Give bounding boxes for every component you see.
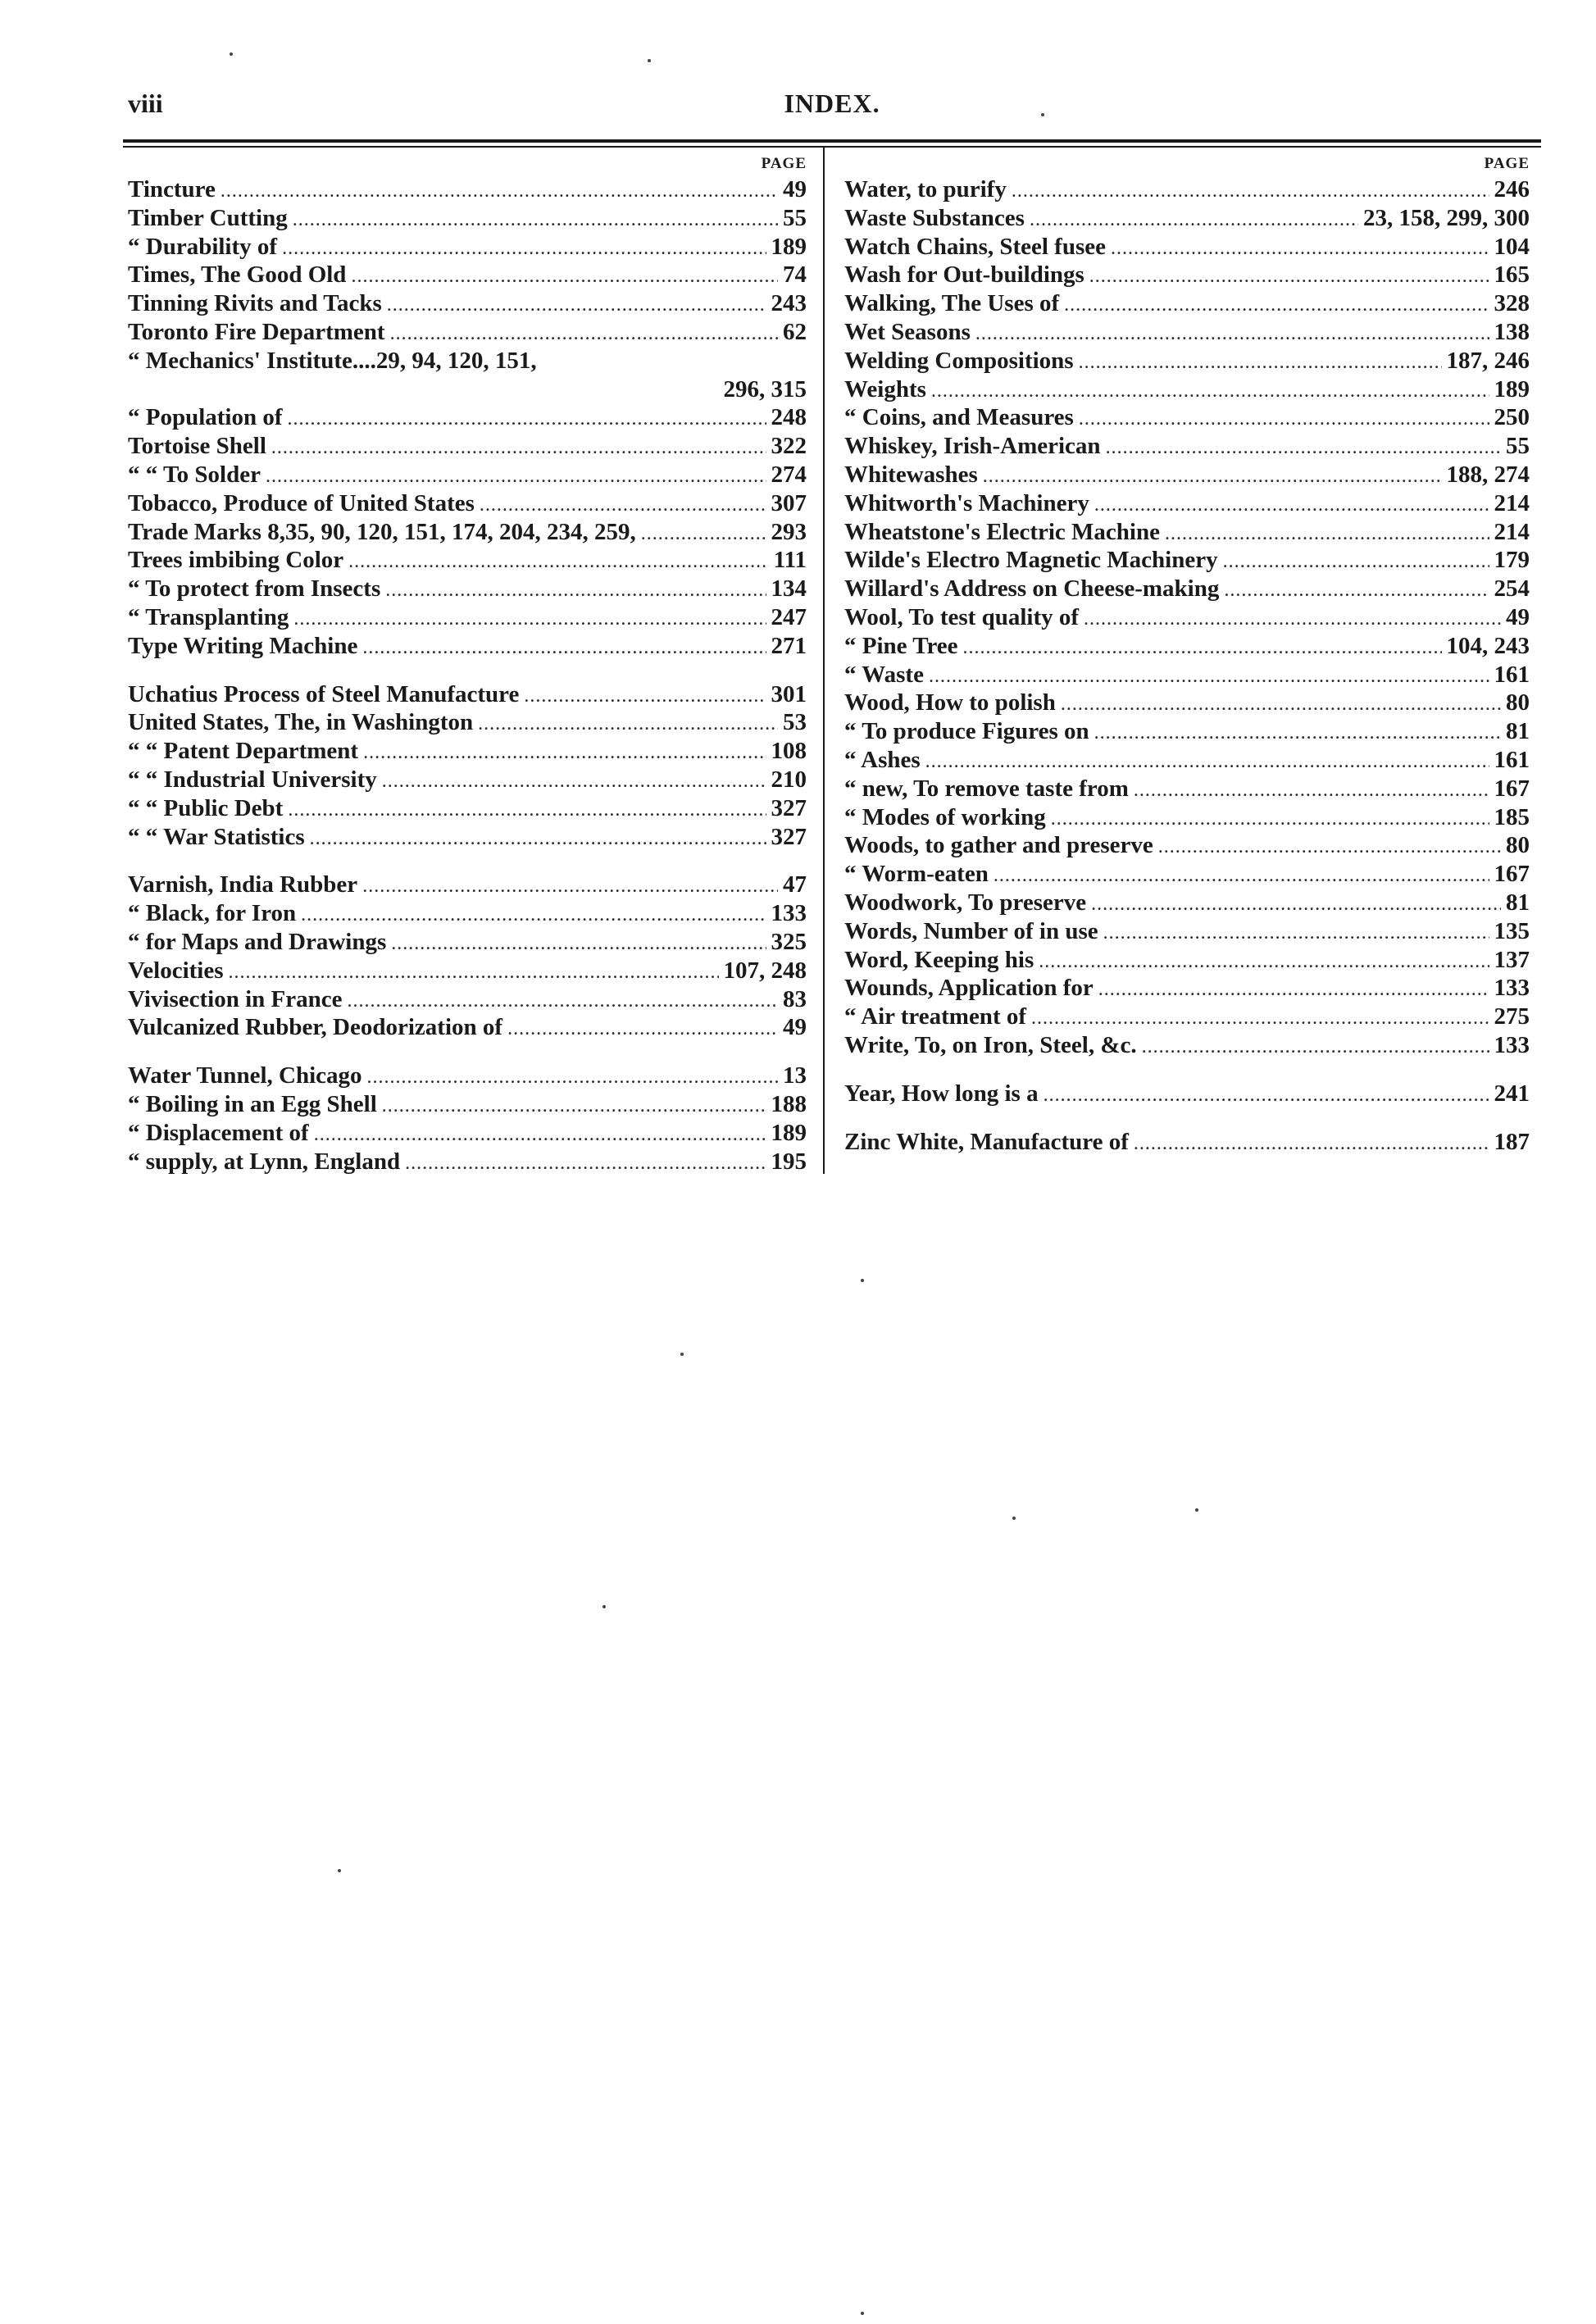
index-entry-text: Watch Chains, Steel fusee bbox=[844, 233, 1106, 260]
header-rule-thick bbox=[123, 139, 1541, 143]
dot-leader bbox=[351, 261, 778, 289]
dot-leader bbox=[1039, 946, 1489, 975]
index-entry bbox=[128, 461, 807, 489]
index-entry bbox=[844, 518, 1530, 547]
index-entry-page: 135 bbox=[1494, 917, 1530, 944]
dot-leader bbox=[963, 632, 1442, 661]
index-entry-text: Wood, How to polish bbox=[844, 689, 1056, 716]
index-entry-page: 161 bbox=[1494, 746, 1530, 773]
index-entry-text: Whitewashes bbox=[844, 461, 978, 488]
index-entry bbox=[128, 766, 807, 794]
index-entry bbox=[128, 899, 807, 928]
dot-leader bbox=[348, 985, 779, 1014]
index-entry bbox=[844, 717, 1530, 746]
index-entry-page: 137 bbox=[1494, 946, 1530, 973]
index-entry-page: 327 bbox=[771, 794, 807, 821]
index-entry bbox=[128, 546, 807, 575]
print-speck bbox=[602, 1605, 606, 1608]
page-header bbox=[123, 89, 1541, 130]
index-entry bbox=[844, 689, 1530, 717]
index-entry-text: “ “ War Statistics bbox=[128, 823, 305, 850]
index-entry-text: “ Worm-eaten bbox=[844, 861, 989, 888]
dot-leader bbox=[221, 175, 778, 204]
index-entry bbox=[844, 974, 1530, 1003]
index-entry-text: Uchatius Process of Steel Manufacture bbox=[128, 680, 520, 707]
index-entry-text: “ To produce Figures on bbox=[844, 718, 1089, 745]
index-entry-text: Trade Marks 8,35, 90, 120, 151, 174, 204, 234, 259, bbox=[128, 518, 636, 545]
index-entry-page: 214 bbox=[1494, 518, 1530, 545]
dot-leader bbox=[1098, 974, 1489, 1003]
index-entry-text: “ Transplanting bbox=[128, 603, 289, 630]
dot-leader bbox=[382, 1090, 766, 1119]
dot-leader bbox=[1031, 1003, 1489, 1031]
index-entry-page: 322 bbox=[771, 433, 807, 460]
index-entry-page: 138 bbox=[1494, 318, 1530, 345]
dot-leader bbox=[1091, 889, 1501, 917]
index-entry-page: 47 bbox=[783, 871, 807, 898]
dot-leader bbox=[293, 603, 766, 632]
index-entry-page: 81 bbox=[1506, 718, 1530, 745]
index-entry-page: 250 bbox=[1494, 404, 1530, 431]
index-entry-page: 189 bbox=[771, 233, 807, 260]
index-entry bbox=[128, 318, 807, 347]
dot-leader bbox=[271, 432, 766, 461]
dot-leader bbox=[478, 708, 778, 737]
index-entry bbox=[128, 375, 807, 404]
index-entry-text: Water, to purify bbox=[844, 176, 1007, 202]
dot-leader bbox=[387, 289, 766, 318]
dot-leader bbox=[314, 1119, 766, 1148]
index-entry bbox=[128, 1062, 807, 1090]
index-entry-page: 325 bbox=[771, 928, 807, 955]
index-entry-page: 293 bbox=[771, 518, 807, 545]
index-entry-page: 165 bbox=[1494, 262, 1530, 289]
index-entry-page: 23, 158, 299, 300 bbox=[1363, 204, 1530, 231]
index-column-right bbox=[844, 152, 1530, 1156]
dot-leader bbox=[929, 661, 1489, 689]
index-entry bbox=[844, 289, 1530, 318]
index-entry-page: 195 bbox=[771, 1148, 807, 1175]
dot-leader bbox=[1165, 518, 1489, 547]
index-entry-text: “ Black, for Iron bbox=[128, 900, 297, 927]
index-entry-page: 62 bbox=[783, 318, 807, 345]
index-entry-text: Times, The Good Old bbox=[128, 262, 347, 289]
dot-leader bbox=[310, 823, 766, 852]
index-entry-text: Zinc White, Manufacture of bbox=[844, 1128, 1129, 1155]
index-entry-text: Woods, to gather and preserve bbox=[844, 832, 1153, 859]
index-entry-text: “ To protect from Insects bbox=[128, 575, 381, 603]
dot-leader bbox=[641, 518, 766, 547]
dot-leader bbox=[1111, 233, 1489, 262]
dot-leader bbox=[390, 318, 778, 347]
dot-leader bbox=[1051, 803, 1489, 832]
index-entry bbox=[844, 1128, 1530, 1157]
dot-leader bbox=[1094, 717, 1501, 746]
index-entry bbox=[844, 233, 1530, 262]
index-entry bbox=[844, 175, 1530, 204]
dot-leader bbox=[1084, 603, 1501, 632]
dot-leader bbox=[931, 375, 1489, 404]
index-entry bbox=[844, 803, 1530, 832]
dot-leader bbox=[1106, 432, 1501, 461]
index-entry-text: “ “ Patent Department bbox=[128, 738, 359, 765]
index-entry-text: Woodwork, To preserve bbox=[844, 889, 1087, 916]
index-entry-text: United States, The, in Washington bbox=[128, 709, 474, 736]
index-entry-text: Walking, The Uses of bbox=[844, 290, 1060, 317]
index-entry-page: 49 bbox=[783, 176, 807, 202]
index-entry-text: Toronto Fire Department bbox=[128, 318, 385, 345]
index-entry-page: 104 bbox=[1494, 233, 1530, 260]
index-entry-page: 189 bbox=[1494, 375, 1530, 402]
index-entry bbox=[128, 680, 807, 709]
dot-leader bbox=[363, 737, 766, 766]
index-entry-text: “ new, To remove taste from bbox=[844, 775, 1129, 802]
index-entry-page: 134 bbox=[771, 575, 807, 603]
index-entry-text: Year, How long is a bbox=[844, 1080, 1039, 1107]
index-entry-page: 83 bbox=[783, 985, 807, 1012]
index-entry-text: Trees imbibing Color bbox=[128, 547, 344, 574]
header-rule-thin bbox=[123, 146, 1541, 148]
index-entry-page: 133 bbox=[1494, 975, 1530, 1002]
dot-leader bbox=[1064, 289, 1489, 318]
index-entry-page: 80 bbox=[1506, 832, 1530, 859]
print-speck bbox=[648, 59, 651, 62]
index-entry-page: 108 bbox=[771, 738, 807, 765]
page-folio: viii bbox=[128, 89, 163, 118]
index-entry-page: 111 bbox=[773, 547, 807, 574]
dot-leader bbox=[524, 680, 766, 709]
index-entry-page: 167 bbox=[1494, 775, 1530, 802]
index-entry-text: Water Tunnel, Chicago bbox=[128, 1062, 362, 1089]
index-entry bbox=[128, 1119, 807, 1148]
index-entry-page: 243 bbox=[771, 290, 807, 317]
dot-leader bbox=[405, 1148, 766, 1176]
index-entry bbox=[128, 289, 807, 318]
index-entry-text: “ “ To Solder bbox=[128, 461, 261, 488]
index-entry-page: 274 bbox=[771, 461, 807, 488]
index-entry bbox=[128, 737, 807, 766]
print-speck bbox=[1041, 113, 1044, 116]
dot-leader bbox=[975, 318, 1489, 347]
index-entry-page: 214 bbox=[1494, 489, 1530, 516]
index-entry-page: 275 bbox=[1494, 1003, 1530, 1030]
index-entry-page: 53 bbox=[783, 709, 807, 736]
index-column-left bbox=[128, 152, 807, 1176]
index-entry bbox=[128, 575, 807, 603]
print-speck bbox=[338, 1869, 341, 1872]
index-entry-page: 167 bbox=[1494, 861, 1530, 888]
index-entry-page: 55 bbox=[1506, 433, 1530, 460]
index-entry-page: 248 bbox=[771, 404, 807, 431]
dot-leader bbox=[1158, 831, 1501, 860]
index-entry-page: 187, 246 bbox=[1446, 347, 1530, 374]
index-entry bbox=[844, 204, 1530, 233]
index-entry-page: 307 bbox=[771, 489, 807, 516]
index-entry bbox=[844, 347, 1530, 375]
print-speck bbox=[680, 1353, 684, 1356]
index-entry-page: 296, 315 bbox=[723, 375, 807, 402]
index-entry-text: “ Durability of bbox=[128, 233, 278, 260]
dot-leader bbox=[382, 766, 766, 794]
index-entry bbox=[128, 1090, 807, 1119]
dot-leader bbox=[1134, 775, 1489, 803]
index-entry-text: Vulcanized Rubber, Deodorization of bbox=[128, 1014, 503, 1041]
dot-leader bbox=[391, 928, 766, 957]
index-entry-page: 49 bbox=[1506, 603, 1530, 630]
index-entry bbox=[128, 233, 807, 262]
index-entry-page: 55 bbox=[783, 204, 807, 231]
dot-leader bbox=[348, 546, 769, 575]
dot-leader bbox=[1142, 1031, 1489, 1060]
index-entry-text: Wool, To test quality of bbox=[844, 603, 1080, 630]
index-entry-text: Tincture bbox=[128, 176, 216, 202]
index-entry-page: 81 bbox=[1506, 889, 1530, 916]
page-column-label: PAGE bbox=[1484, 155, 1530, 172]
dot-leader bbox=[1079, 403, 1489, 432]
dot-leader bbox=[1061, 689, 1501, 717]
index-entry-text: “ Coins, and Measures bbox=[844, 404, 1074, 431]
index-entry-text: Tortoise Shell bbox=[128, 433, 266, 460]
dot-leader bbox=[229, 957, 719, 985]
index-entry bbox=[128, 1148, 807, 1176]
index-entry-page: 246 bbox=[1494, 176, 1530, 202]
index-entry bbox=[128, 928, 807, 957]
index-entry-text: Wheatstone's Electric Machine bbox=[844, 518, 1160, 545]
running-head-title: INDEX. bbox=[784, 89, 880, 118]
index-entry bbox=[128, 603, 807, 632]
index-entry-text: Wilde's Electro Magnetic Machinery bbox=[844, 547, 1218, 574]
index-entry-page: 74 bbox=[783, 262, 807, 289]
index-entry-text: “ “ Industrial University bbox=[128, 766, 377, 793]
index-entry bbox=[128, 632, 807, 661]
index-entry-text: Tobacco, Produce of United States bbox=[128, 489, 475, 516]
index-entry-text: Willard's Address on Cheese-making bbox=[844, 575, 1220, 603]
index-entry-text: Varnish, India Rubber bbox=[128, 871, 358, 898]
dot-leader bbox=[266, 461, 766, 489]
index-entry-page: 327 bbox=[771, 823, 807, 850]
index-entry bbox=[128, 985, 807, 1014]
index-entry-page: 247 bbox=[771, 603, 807, 630]
index-entry-text: “ for Maps and Drawings bbox=[128, 928, 387, 955]
index-entry-text: Whitworth's Machinery bbox=[844, 489, 1089, 516]
index-entry-page: 133 bbox=[1494, 1031, 1530, 1058]
index-entry-text: Wash for Out-buildings bbox=[844, 262, 1084, 289]
dot-leader bbox=[983, 461, 1442, 489]
index-entry bbox=[844, 489, 1530, 518]
index-entry-page: 13 bbox=[783, 1062, 807, 1089]
dot-leader bbox=[1012, 175, 1489, 204]
index-entry-text: Vivisection in France bbox=[128, 985, 343, 1012]
index-entry-text: Waste Substances bbox=[844, 204, 1025, 231]
index-entry-text: Type Writing Machine bbox=[128, 632, 358, 659]
index-entry bbox=[844, 946, 1530, 975]
index-entry-page: 188, 274 bbox=[1446, 461, 1530, 488]
index-entry-page: 188 bbox=[771, 1090, 807, 1117]
dot-leader bbox=[1079, 347, 1442, 375]
index-entry bbox=[128, 871, 807, 899]
index-entry-text: Words, Number of in use bbox=[844, 917, 1098, 944]
index-entry-text: “ “ Public Debt bbox=[128, 794, 284, 821]
index-entry-page: 241 bbox=[1494, 1080, 1530, 1107]
index-entry bbox=[128, 823, 807, 852]
index-entry-page: 301 bbox=[771, 680, 807, 707]
index-entry-text: “ supply, at Lynn, England bbox=[128, 1148, 401, 1175]
print-speck bbox=[1012, 1517, 1016, 1520]
index-entry-text: Tinning Rivits and Tacks bbox=[128, 290, 382, 317]
index-entry bbox=[128, 347, 807, 375]
dot-leader bbox=[301, 899, 766, 928]
dot-leader bbox=[1094, 489, 1489, 518]
index-entry-page: 328 bbox=[1494, 290, 1530, 317]
index-entry-text: Timber Cutting bbox=[128, 204, 288, 231]
index-entry-text: “ Population of bbox=[128, 404, 283, 431]
index-entry bbox=[844, 889, 1530, 917]
index-entry-text: “ Ashes bbox=[844, 746, 921, 773]
dot-leader bbox=[362, 632, 766, 661]
index-entry-page: 210 bbox=[771, 766, 807, 793]
index-entry bbox=[128, 204, 807, 233]
index-entry bbox=[844, 575, 1530, 603]
index-entry-page: 133 bbox=[771, 900, 807, 927]
index-entry-page: 187 bbox=[1494, 1128, 1530, 1155]
index-entry bbox=[844, 831, 1530, 860]
dot-leader bbox=[288, 403, 766, 432]
page-column-label: PAGE bbox=[761, 155, 807, 172]
index-entry-page: 254 bbox=[1494, 575, 1530, 603]
dot-leader bbox=[282, 233, 766, 262]
index-entry bbox=[844, 1003, 1530, 1031]
index-entry-text: Whiskey, Irish-American bbox=[844, 433, 1101, 460]
dot-leader bbox=[293, 204, 778, 233]
index-entry bbox=[128, 518, 807, 547]
index-entry bbox=[844, 632, 1530, 661]
index-entry-page: 80 bbox=[1506, 689, 1530, 716]
index-entry bbox=[128, 794, 807, 823]
index-entry bbox=[844, 1080, 1530, 1108]
index-entry bbox=[128, 957, 807, 985]
index-entry bbox=[128, 708, 807, 737]
index-entry bbox=[128, 403, 807, 432]
index-entry-text: “ Displacement of bbox=[128, 1119, 309, 1146]
dot-leader bbox=[507, 1013, 778, 1042]
index-entry-text: “ Air treatment of bbox=[844, 1003, 1027, 1030]
index-entry-page: 107, 248 bbox=[723, 957, 807, 984]
index-entry bbox=[844, 746, 1530, 775]
index-entry bbox=[844, 661, 1530, 689]
dot-leader bbox=[994, 860, 1489, 889]
print-speck bbox=[861, 1279, 864, 1282]
dot-leader bbox=[1089, 261, 1489, 289]
index-entry-page: 189 bbox=[771, 1119, 807, 1146]
print-speck bbox=[230, 52, 233, 56]
dot-leader bbox=[925, 746, 1489, 775]
index-entry bbox=[844, 917, 1530, 946]
index-entry-text: Welding Compositions bbox=[844, 347, 1074, 374]
index-entry-text: “ Boiling in an Egg Shell bbox=[128, 1090, 377, 1117]
index-entry bbox=[844, 432, 1530, 461]
dot-leader bbox=[480, 489, 766, 518]
dot-leader bbox=[1044, 1080, 1489, 1108]
dot-leader bbox=[288, 794, 766, 823]
index-entry bbox=[128, 261, 807, 289]
index-entry-text: “ Mechanics' Institute....29, 94, 120, 151, bbox=[128, 347, 537, 374]
index-entry bbox=[128, 175, 807, 204]
index-entry bbox=[844, 860, 1530, 889]
dot-leader bbox=[367, 1062, 779, 1090]
index-entry-text: Wounds, Application for bbox=[844, 975, 1094, 1002]
index-entry bbox=[128, 1013, 807, 1042]
index-entry-text: “ Modes of working bbox=[844, 803, 1046, 830]
dot-leader bbox=[1134, 1128, 1489, 1157]
index-entry-page: 271 bbox=[771, 632, 807, 659]
index-entry bbox=[844, 603, 1530, 632]
index-entry bbox=[844, 403, 1530, 432]
dot-leader bbox=[1223, 546, 1489, 575]
index-entry bbox=[844, 1031, 1530, 1060]
index-entry-text: Wet Seasons bbox=[844, 318, 971, 345]
index-entry-page: 161 bbox=[1494, 661, 1530, 688]
dot-leader bbox=[1103, 917, 1489, 946]
index-entry-text: Weights bbox=[844, 375, 926, 402]
dot-leader bbox=[1030, 204, 1358, 233]
index-entry bbox=[844, 261, 1530, 289]
dot-leader bbox=[385, 575, 766, 603]
index-entry bbox=[844, 375, 1530, 404]
index-entry-text: Word, Keeping his bbox=[844, 946, 1034, 973]
index-entry-text: Velocities bbox=[128, 957, 224, 984]
index-entry-page: 49 bbox=[783, 1014, 807, 1041]
dot-leader bbox=[1224, 575, 1489, 603]
index-entry bbox=[844, 318, 1530, 347]
index-entry-text: “ Pine Tree bbox=[844, 632, 958, 659]
dot-leader bbox=[362, 871, 778, 899]
index-entry bbox=[128, 489, 807, 518]
print-speck bbox=[1195, 1508, 1198, 1512]
index-entry bbox=[844, 461, 1530, 489]
index-entry-page: 104, 243 bbox=[1446, 632, 1530, 659]
index-entry bbox=[844, 775, 1530, 803]
index-entry bbox=[844, 546, 1530, 575]
print-speck bbox=[861, 2312, 864, 2315]
index-entry-text: Write, To, on Iron, Steel, &c. bbox=[844, 1031, 1137, 1058]
index-entry bbox=[128, 432, 807, 461]
index-entry-page: 179 bbox=[1494, 547, 1530, 574]
column-divider bbox=[823, 148, 825, 1174]
index-entry-page: 185 bbox=[1494, 803, 1530, 830]
index-entry-text: “ Waste bbox=[844, 661, 924, 688]
